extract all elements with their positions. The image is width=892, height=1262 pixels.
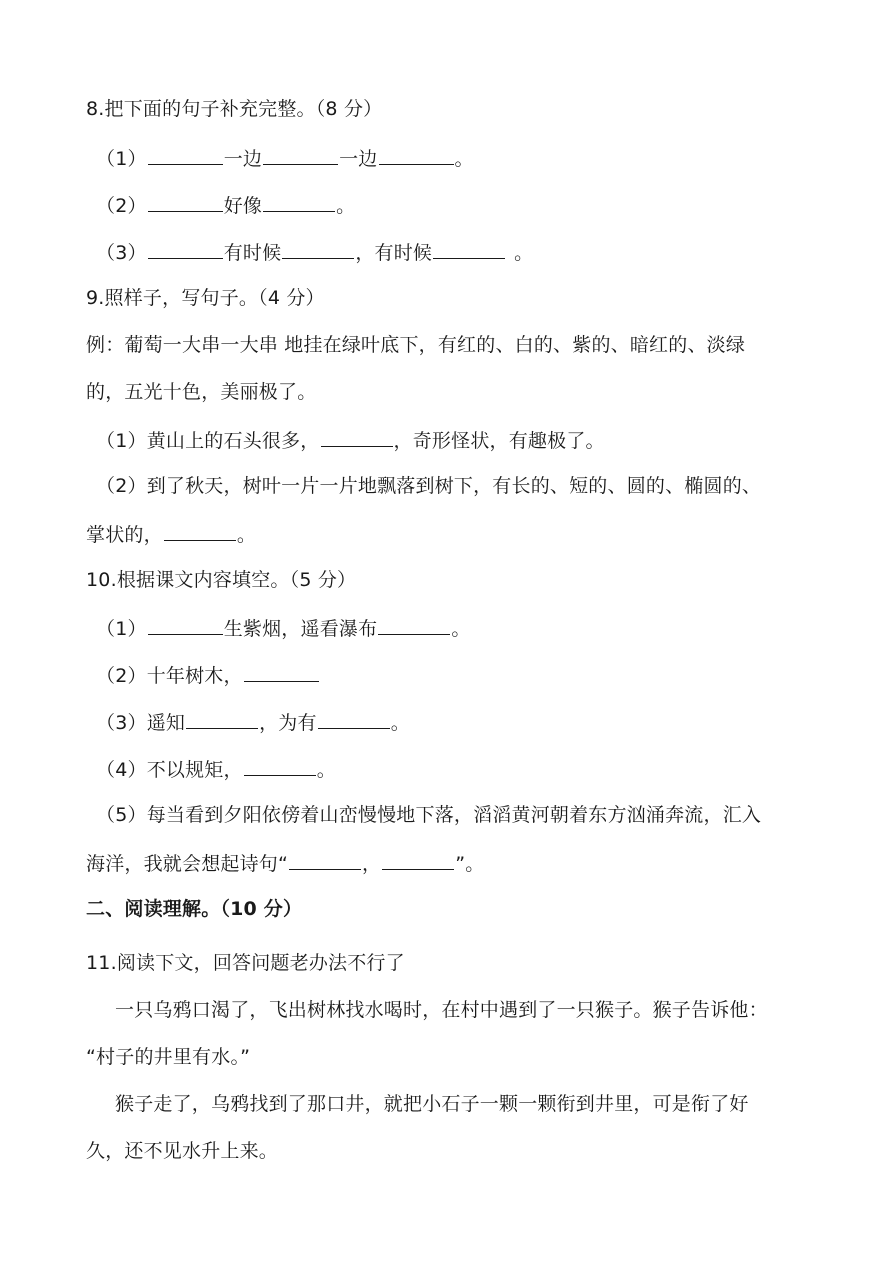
q10-s3-text: ，为有 xyxy=(259,712,317,734)
q10-s3-text: 遥知 xyxy=(146,712,186,734)
q8-s3-text: 有时候 xyxy=(223,242,282,264)
q11-paragraph-2-line-1: 猴子走了，乌鸦找到了那口井，就把小石子一颗一颗衔到井里，可是衔了好 xyxy=(115,1093,749,1115)
fill-blank[interactable] xyxy=(148,614,223,635)
section-2-heading: 二、阅读理解。（10 分） xyxy=(86,898,303,920)
q10-s3-end: 。 xyxy=(390,712,410,734)
q8-s1-end: 。 xyxy=(454,148,474,170)
q10-sentence-1 xyxy=(96,614,471,642)
q11-title: 11.阅读下文，回答问题老办法不行了 xyxy=(86,952,405,974)
q8-s2-label: （2） xyxy=(96,195,147,217)
q11-paragraph-2-line-2: 久，还不见水升上来。 xyxy=(86,1140,279,1162)
fill-blank[interactable] xyxy=(318,708,390,729)
fill-blank[interactable] xyxy=(186,708,258,729)
fill-blank[interactable] xyxy=(379,144,454,165)
q9-example-line-2: 的，五光十色，美丽极了。 xyxy=(86,381,317,403)
q10-s5-text: 海洋，我就会想起诗句“ xyxy=(86,853,289,875)
fill-blank[interactable] xyxy=(382,849,454,870)
q10-title: 10.根据课文内容填空。（5 分） xyxy=(86,569,357,591)
fill-blank[interactable] xyxy=(244,755,316,776)
q10-s4-label: （4） xyxy=(96,759,147,781)
q9-s1-text: ，奇形怪状，有趣极了。 xyxy=(393,430,605,452)
fill-blank[interactable] xyxy=(289,849,361,870)
q9-example-line-1: 例：葡萄一大串一大串 地挂在绿叶底下，有红的、白的、紫的、暗红的、淡绿 xyxy=(86,334,746,356)
q9-s2-end: 。 xyxy=(236,524,257,546)
fill-blank[interactable] xyxy=(148,238,223,259)
q10-s1-end: 。 xyxy=(451,618,471,640)
fill-blank[interactable] xyxy=(282,238,354,259)
q9-s2-text: 掌状的， xyxy=(86,524,163,546)
q10-s1-text: 生紫烟，遥看瀑布 xyxy=(223,618,378,640)
q9-sentence-2-line-1: （2）到了秋天，树叶一片一片地飘落到树下，有长的、短的、圆的、椭圆的、 xyxy=(96,475,762,497)
q9-sentence-1 xyxy=(96,426,605,454)
q9-s1-label: （1） xyxy=(96,430,147,452)
q8-s1-text: 一边 xyxy=(339,148,378,170)
q11-paragraph-1-line-1: 一只乌鸦口渴了，飞出树林找水喝时，在村中遇到了一只猴子。猴子告诉他： xyxy=(115,999,768,1021)
fill-blank[interactable] xyxy=(164,520,236,541)
q10-sentence-3 xyxy=(96,708,410,736)
fill-blank[interactable] xyxy=(378,614,450,635)
q8-sentence-1 xyxy=(96,144,474,172)
q10-sentence-2 xyxy=(96,661,320,689)
q10-sentence-5-line-2 xyxy=(86,849,485,877)
fill-blank[interactable] xyxy=(433,238,505,259)
q10-s2-text: 十年树木， xyxy=(146,665,243,687)
fill-blank[interactable] xyxy=(244,661,319,682)
fill-blank[interactable] xyxy=(263,144,338,165)
q8-s3-end: 。 xyxy=(514,242,534,264)
q8-s3-label: （3） xyxy=(96,242,147,264)
q11-paragraph-1-line-2: “村子的井里有水。” xyxy=(86,1046,251,1068)
q10-s4-text: 不以规矩， xyxy=(146,759,243,781)
q10-s3-label: （3） xyxy=(96,712,147,734)
q10-s4-end: 。 xyxy=(316,759,336,781)
fill-blank[interactable] xyxy=(321,426,393,447)
q8-s1-text: 一边 xyxy=(223,148,263,170)
q10-sentence-5-line-1: （5）每当看到夕阳依傍着山峦慢慢地下落，滔滔黄河朝着东方汹涌奔流，汇入 xyxy=(96,804,762,826)
q10-s5-end: ”。 xyxy=(455,853,485,875)
q10-s2-label: （2） xyxy=(96,665,147,687)
q9-title: 9.照样子，写句子。（4 分） xyxy=(86,287,325,309)
q8-s3-text: ，有时候 xyxy=(355,242,433,264)
fill-blank[interactable] xyxy=(263,191,335,212)
q8-title: 8.把下面的句子补充完整。（8 分） xyxy=(86,98,383,120)
q8-s1-label: （1） xyxy=(96,148,147,170)
q9-sentence-2-line-2 xyxy=(86,520,256,548)
q8-sentence-3 xyxy=(96,238,533,266)
q10-s1-label: （1） xyxy=(96,618,147,640)
q8-s2-text: 好像 xyxy=(223,195,263,217)
q8-sentence-2 xyxy=(96,191,355,219)
q10-sentence-4 xyxy=(96,755,336,783)
q9-s1-text: 黄山上的石头很多， xyxy=(146,430,320,452)
fill-blank[interactable] xyxy=(148,144,223,165)
q10-s5-text: ， xyxy=(362,853,382,875)
q8-s2-end: 。 xyxy=(336,195,356,217)
fill-blank[interactable] xyxy=(148,191,223,212)
